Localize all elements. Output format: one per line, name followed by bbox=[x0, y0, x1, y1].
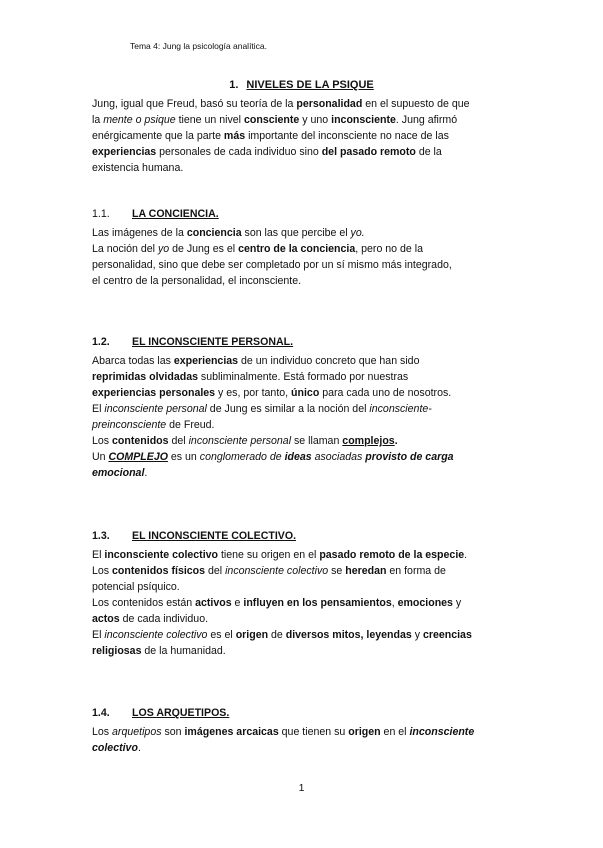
text-run: preinconsciente bbox=[92, 419, 167, 431]
text-run: en el supuesto de que bbox=[362, 98, 470, 110]
text-line bbox=[92, 257, 522, 273]
text-run: del bbox=[168, 435, 189, 447]
text-run: Los bbox=[92, 565, 113, 577]
text-run: inconsciente bbox=[409, 726, 475, 738]
text-run: . Jung afirmó bbox=[395, 114, 458, 126]
text-run: y uno bbox=[299, 114, 332, 126]
text-run: inconsciente- bbox=[369, 403, 432, 415]
text-line bbox=[92, 112, 522, 128]
text-run: son bbox=[161, 726, 185, 738]
page-header: Tema 4: Jung la psicología analítica. bbox=[130, 41, 268, 51]
text-run: Los bbox=[92, 726, 113, 738]
text-line bbox=[92, 273, 522, 289]
section-number: 1.3. bbox=[92, 530, 110, 542]
section-heading-inconsciente-personal bbox=[92, 336, 293, 348]
text-run: se bbox=[328, 565, 346, 577]
text-run: , bbox=[391, 597, 398, 609]
text-run: Las imágenes de la bbox=[92, 227, 187, 239]
text-run: de cada individuo. bbox=[119, 613, 209, 625]
text-run: en forma de bbox=[386, 565, 446, 577]
title-number: 1. bbox=[229, 79, 239, 91]
text-run: el centro de la personalidad, el inconsciente. bbox=[92, 275, 302, 287]
section-heading-arquetipos bbox=[92, 707, 229, 719]
text-run: emocional bbox=[92, 467, 145, 479]
text-run: La noción del bbox=[92, 243, 158, 255]
text-run: y bbox=[411, 629, 423, 641]
text-run: centro de la conciencia bbox=[238, 243, 356, 255]
section-body-conciencia bbox=[92, 225, 522, 289]
text-run: experiencias personales bbox=[92, 387, 216, 399]
text-run: inconsciente bbox=[331, 114, 396, 126]
text-run: consciente bbox=[243, 114, 300, 126]
text-run: es el bbox=[207, 629, 236, 641]
text-run: experiencias bbox=[92, 146, 157, 158]
text-run: El bbox=[92, 549, 105, 561]
text-run: arquetipos bbox=[112, 726, 162, 738]
text-run: en el bbox=[380, 726, 410, 738]
text-line bbox=[92, 241, 522, 257]
text-run: inconsciente colectivo bbox=[104, 549, 218, 561]
text-run: . bbox=[394, 435, 398, 447]
text-line bbox=[92, 417, 522, 433]
section-title: LOS ARQUETIPOS. bbox=[132, 707, 230, 719]
text-run: ideas bbox=[284, 451, 312, 463]
text-run: de bbox=[268, 629, 286, 641]
text-run: tiene su origen en el bbox=[218, 549, 320, 561]
text-run: imágenes arcaicas bbox=[184, 726, 279, 738]
text-run: Abarca todas las bbox=[92, 355, 174, 367]
section-number: 1.4. bbox=[92, 707, 110, 719]
text-run: de un individuo concreto que han sido bbox=[238, 355, 420, 367]
text-run: es un bbox=[167, 451, 200, 463]
text-run: pasado remoto de la especie bbox=[319, 549, 465, 561]
section-title: EL INCONSCIENTE COLECTIVO. bbox=[132, 530, 297, 542]
text-run: provisto de carga bbox=[365, 451, 454, 463]
text-run: . bbox=[464, 549, 468, 561]
text-run: creencias bbox=[422, 629, 472, 641]
text-run: subliminalmente. Está formado por nuestras bbox=[197, 371, 409, 383]
text-run: de Freud. bbox=[166, 419, 215, 431]
text-run: colectivo bbox=[92, 742, 138, 754]
text-run: y es, por tanto, bbox=[215, 387, 292, 399]
text-run: existencia humana. bbox=[92, 162, 184, 174]
text-run: potencial psíquico. bbox=[92, 581, 180, 593]
text-run: Un bbox=[92, 451, 109, 463]
text-run: personalidad bbox=[296, 98, 363, 110]
text-run: importante del inconsciente no nace de las bbox=[245, 130, 449, 142]
section-title: LA CONCIENCIA. bbox=[132, 208, 219, 220]
text-run: origen bbox=[348, 726, 381, 738]
document-title bbox=[0, 79, 603, 91]
text-run: tiene un nivel bbox=[175, 114, 244, 126]
text-run: complejos bbox=[342, 435, 395, 447]
text-line bbox=[92, 724, 522, 740]
text-run: se llaman bbox=[291, 435, 343, 447]
text-run: enérgicamente que la parte bbox=[92, 130, 224, 142]
intro-paragraph bbox=[92, 96, 522, 176]
text-run: personales de cada individuo sino bbox=[156, 146, 322, 158]
text-run: Jung, igual que Freud, basó su teoría de la bbox=[92, 98, 297, 110]
section-number: 1.2. bbox=[92, 336, 110, 348]
title-text: NIVELES DE LA PSIQUE bbox=[246, 79, 374, 91]
section-heading-inconsciente-colectivo bbox=[92, 530, 296, 542]
text-line bbox=[92, 128, 522, 144]
text-run: inconsciente colectivo bbox=[225, 565, 329, 577]
text-run: emociones bbox=[397, 597, 453, 609]
text-run: de la humanidad. bbox=[141, 645, 226, 657]
text-line bbox=[92, 611, 522, 627]
text-run: conglomerado de bbox=[199, 451, 285, 463]
text-run: influyen en los pensamientos bbox=[243, 597, 392, 609]
text-run: inconsciente colectivo bbox=[104, 629, 208, 641]
text-line bbox=[92, 627, 522, 643]
text-run: activos bbox=[195, 597, 232, 609]
text-run: del bbox=[205, 565, 226, 577]
section-body-inconsciente-personal bbox=[92, 353, 522, 481]
text-run: diversos mitos, leyendas bbox=[285, 629, 412, 641]
text-run: más bbox=[223, 130, 246, 142]
text-run: para cada uno de nosotros. bbox=[319, 387, 452, 399]
text-run: El bbox=[92, 629, 105, 641]
section-heading-conciencia bbox=[92, 208, 219, 220]
text-run: contenidos bbox=[112, 435, 169, 447]
text-line bbox=[92, 144, 522, 160]
text-line bbox=[92, 401, 522, 417]
text-run: COMPLEJO bbox=[108, 451, 168, 463]
text-run: conciencia bbox=[186, 227, 242, 239]
text-line bbox=[92, 353, 522, 369]
text-run: único bbox=[291, 387, 320, 399]
text-line bbox=[92, 579, 522, 595]
text-run: e bbox=[231, 597, 244, 609]
text-run: Los contenidos están bbox=[92, 597, 196, 609]
text-run: , pero no de la bbox=[355, 243, 423, 255]
text-run: mente o psique bbox=[103, 114, 176, 126]
text-run: personalidad, sino que debe ser completado por un sí mismo más integrado, bbox=[92, 259, 452, 271]
text-run: religiosas bbox=[92, 645, 142, 657]
text-line bbox=[92, 385, 522, 401]
text-line bbox=[92, 96, 522, 112]
text-run: asociadas bbox=[311, 451, 366, 463]
text-line bbox=[92, 465, 522, 481]
text-run: . bbox=[137, 742, 141, 754]
text-line bbox=[92, 643, 522, 659]
text-run: reprimidas olvidadas bbox=[92, 371, 198, 383]
text-run: El bbox=[92, 403, 105, 415]
section-body-arquetipos bbox=[92, 724, 522, 756]
section-number: 1.1. bbox=[92, 208, 110, 220]
text-line bbox=[92, 595, 522, 611]
text-line bbox=[92, 547, 522, 563]
page-number: 1 bbox=[298, 782, 305, 794]
text-run: yo bbox=[157, 243, 170, 255]
text-run: de la bbox=[415, 146, 442, 158]
section-title: EL INCONSCIENTE PERSONAL. bbox=[132, 336, 294, 348]
text-run: . bbox=[144, 467, 148, 479]
text-run: que tienen su bbox=[278, 726, 349, 738]
text-line bbox=[92, 740, 522, 756]
text-run: experiencias bbox=[173, 355, 239, 367]
text-run: actos bbox=[92, 613, 120, 625]
text-run: de Jung es similar a la noción del bbox=[206, 403, 370, 415]
text-run: contenidos físicos bbox=[112, 565, 206, 577]
text-line bbox=[92, 563, 522, 579]
text-run: son las que percibe el bbox=[241, 227, 351, 239]
text-run: inconsciente personal bbox=[104, 403, 207, 415]
text-run: la bbox=[92, 114, 104, 126]
text-run: heredan bbox=[345, 565, 387, 577]
text-run: y bbox=[452, 597, 462, 609]
text-run: origen bbox=[235, 629, 269, 641]
text-line bbox=[92, 433, 522, 449]
text-line bbox=[92, 225, 522, 241]
text-run: yo. bbox=[350, 227, 365, 239]
text-line bbox=[92, 160, 522, 176]
text-run: de Jung es el bbox=[169, 243, 239, 255]
text-line bbox=[92, 449, 522, 465]
text-line bbox=[92, 369, 522, 385]
text-run: Los bbox=[92, 435, 113, 447]
text-run: inconsciente personal bbox=[188, 435, 292, 447]
text-run: del pasado remoto bbox=[321, 146, 416, 158]
section-body-inconsciente-colectivo bbox=[92, 547, 522, 659]
